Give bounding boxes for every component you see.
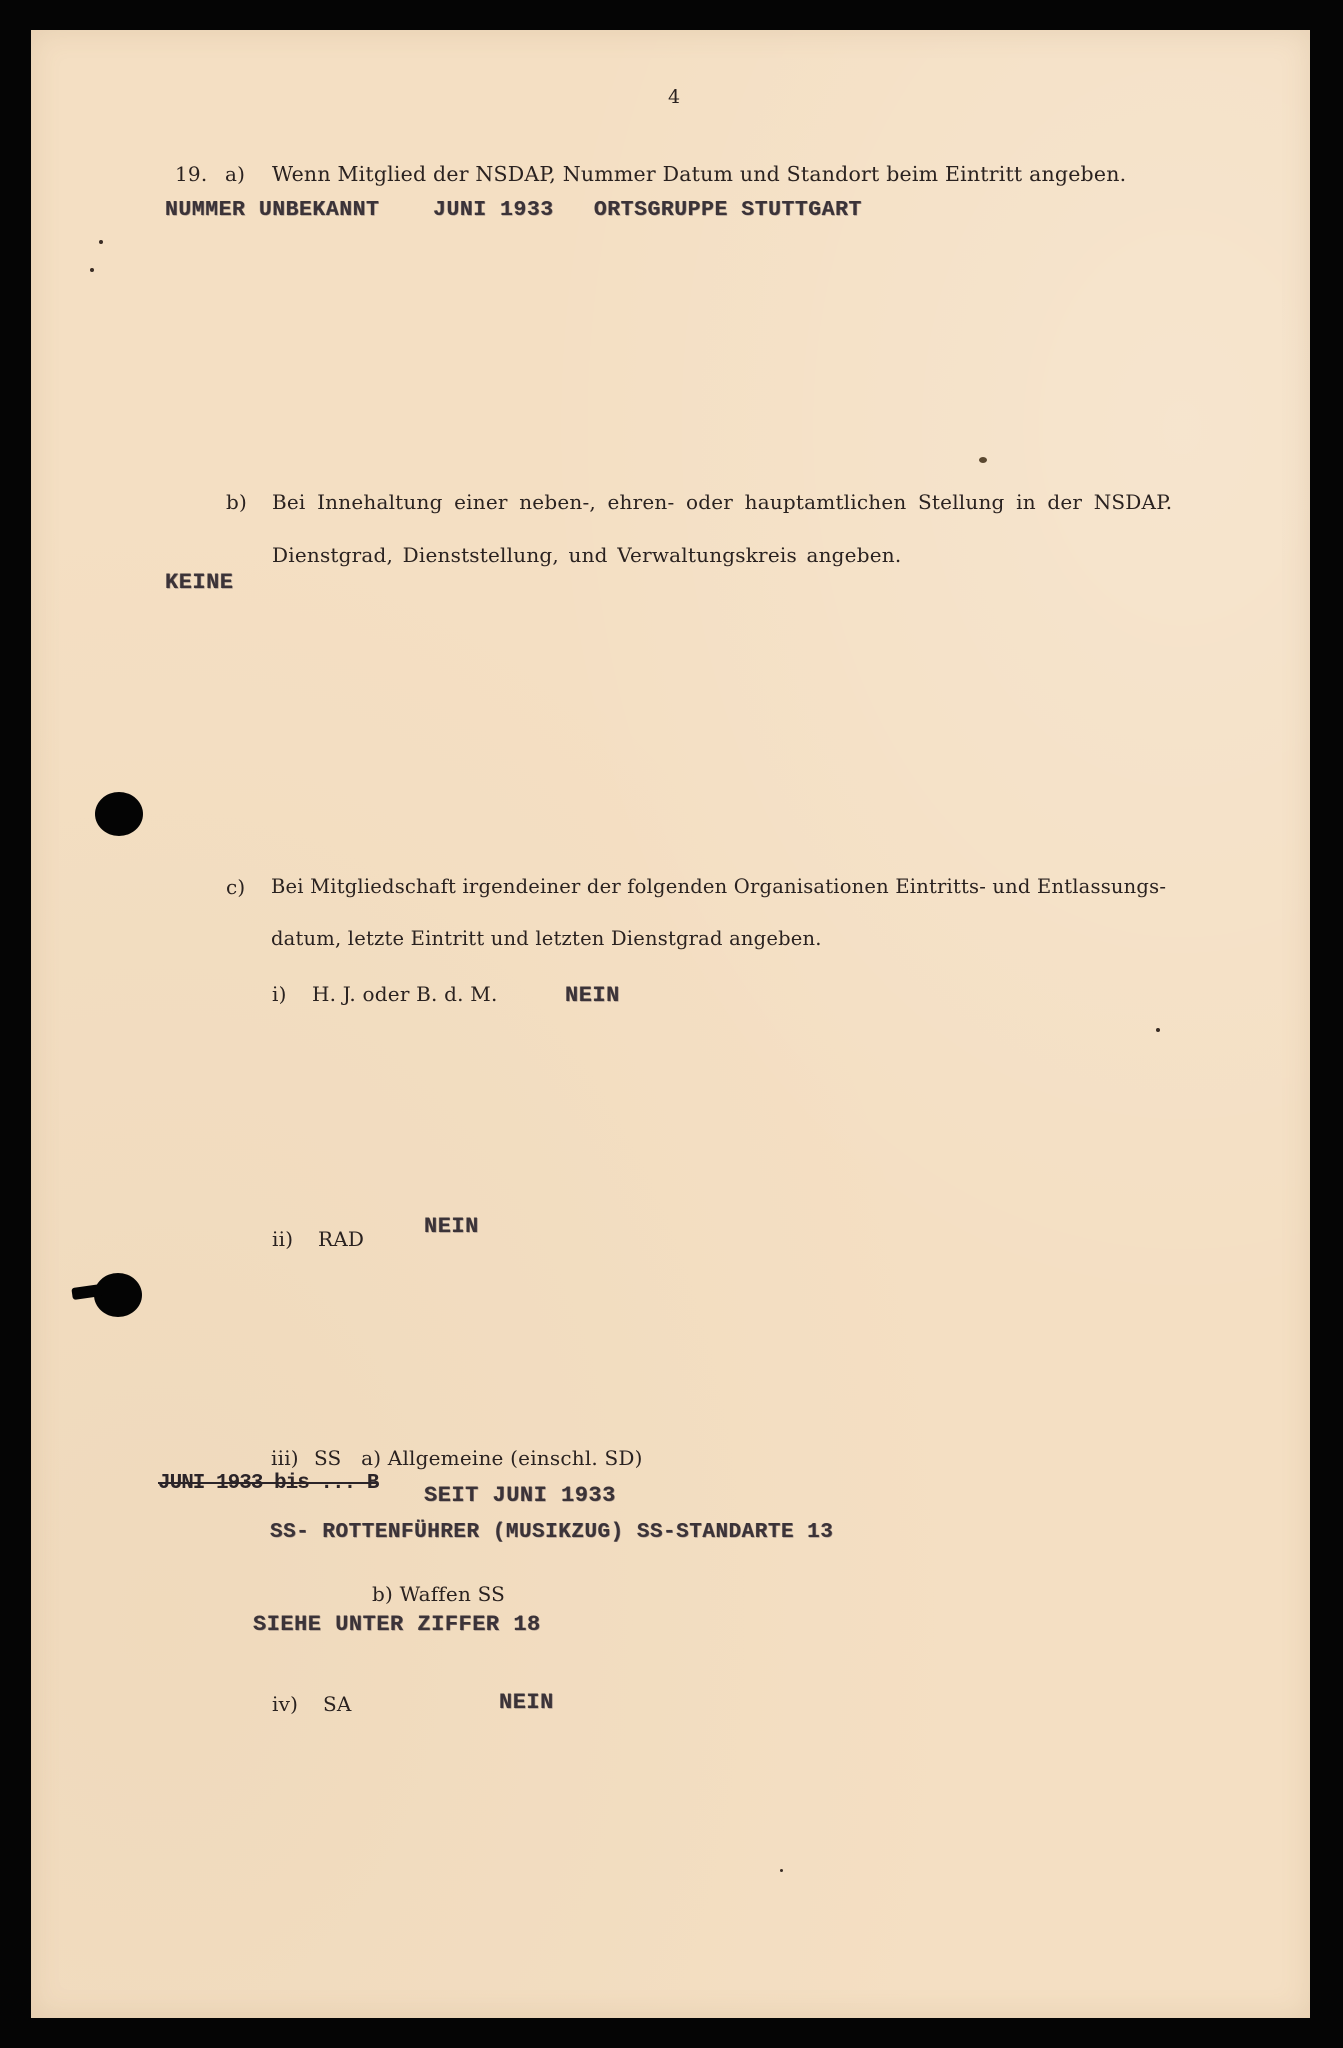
answer-iv: NEIN bbox=[499, 1690, 554, 1715]
answer-iii-line2: SS- ROTTENFÜHRER (MUSIKZUG) SS-STANDARTE 13 bbox=[270, 1521, 834, 1544]
answer-ii: NEIN bbox=[424, 1214, 479, 1239]
item-ii-label: ii) bbox=[272, 1227, 294, 1251]
answer-i: NEIN bbox=[565, 983, 620, 1008]
item-iv-label: iv) bbox=[272, 1692, 299, 1716]
item-ii-text: RAD bbox=[318, 1227, 365, 1251]
answer-iii-line1: SEIT JUNI 1933 bbox=[424, 1483, 616, 1508]
item-iv-text: SA bbox=[323, 1692, 352, 1716]
question-19-number: 19. bbox=[175, 162, 208, 186]
document-page bbox=[31, 30, 1310, 2018]
item-i-text: H. J. oder B. d. M. bbox=[312, 982, 498, 1006]
punch-hole-upper bbox=[95, 792, 143, 836]
item-iii-text: SS a) Allgemeine (einschl. SD) bbox=[314, 1446, 643, 1470]
paper-speck bbox=[979, 457, 987, 463]
question-19c-label: c) bbox=[226, 875, 246, 899]
paper-speck bbox=[99, 240, 103, 244]
question-19a-label: a) bbox=[225, 162, 246, 186]
question-19b-text-line1: Bei Innehaltung einer neben-, ehren- oder hauptamtlichen Stellung in der NSDAP. bbox=[272, 490, 1173, 514]
question-19c-text-line1: Bei Mitgliedschaft irgendeiner der folgenden Organisationen Eintritts- und Entlassungs- bbox=[271, 875, 1167, 898]
question-19a-text: Wenn Mitglied der NSDAP, Nummer Datum und Standort beim Eintritt angeben. bbox=[272, 162, 1127, 186]
question-19c-text-line2: datum, letzte Eintritt und letzten Dienstgrad angeben. bbox=[271, 927, 822, 950]
answer-19a: NUMMER UNBEKANNT JUNI 1933 ORTSGRUPPE STUTTGART bbox=[165, 198, 862, 222]
item-iii-label: iii) bbox=[271, 1446, 299, 1470]
answer-iii-b: SIEHE UNTER ZIFFER 18 bbox=[253, 1612, 541, 1637]
item-i-label: i) bbox=[272, 982, 287, 1006]
answer-iii-struck-out: JUNI 1933 bis ... B bbox=[158, 1472, 379, 1495]
answer-19b: KEINE bbox=[165, 570, 234, 595]
paper-speck bbox=[90, 268, 94, 272]
paper-speck bbox=[780, 1869, 783, 1872]
question-19b-label: b) bbox=[226, 490, 248, 514]
item-iii-b-text: b) Waffen SS bbox=[372, 1582, 506, 1606]
paper-speck bbox=[1156, 1028, 1160, 1032]
page-number: 4 bbox=[668, 86, 681, 108]
question-19b-text-line2: Dienstgrad, Dienststellung, und Verwaltungskreis angeben. bbox=[272, 543, 902, 567]
